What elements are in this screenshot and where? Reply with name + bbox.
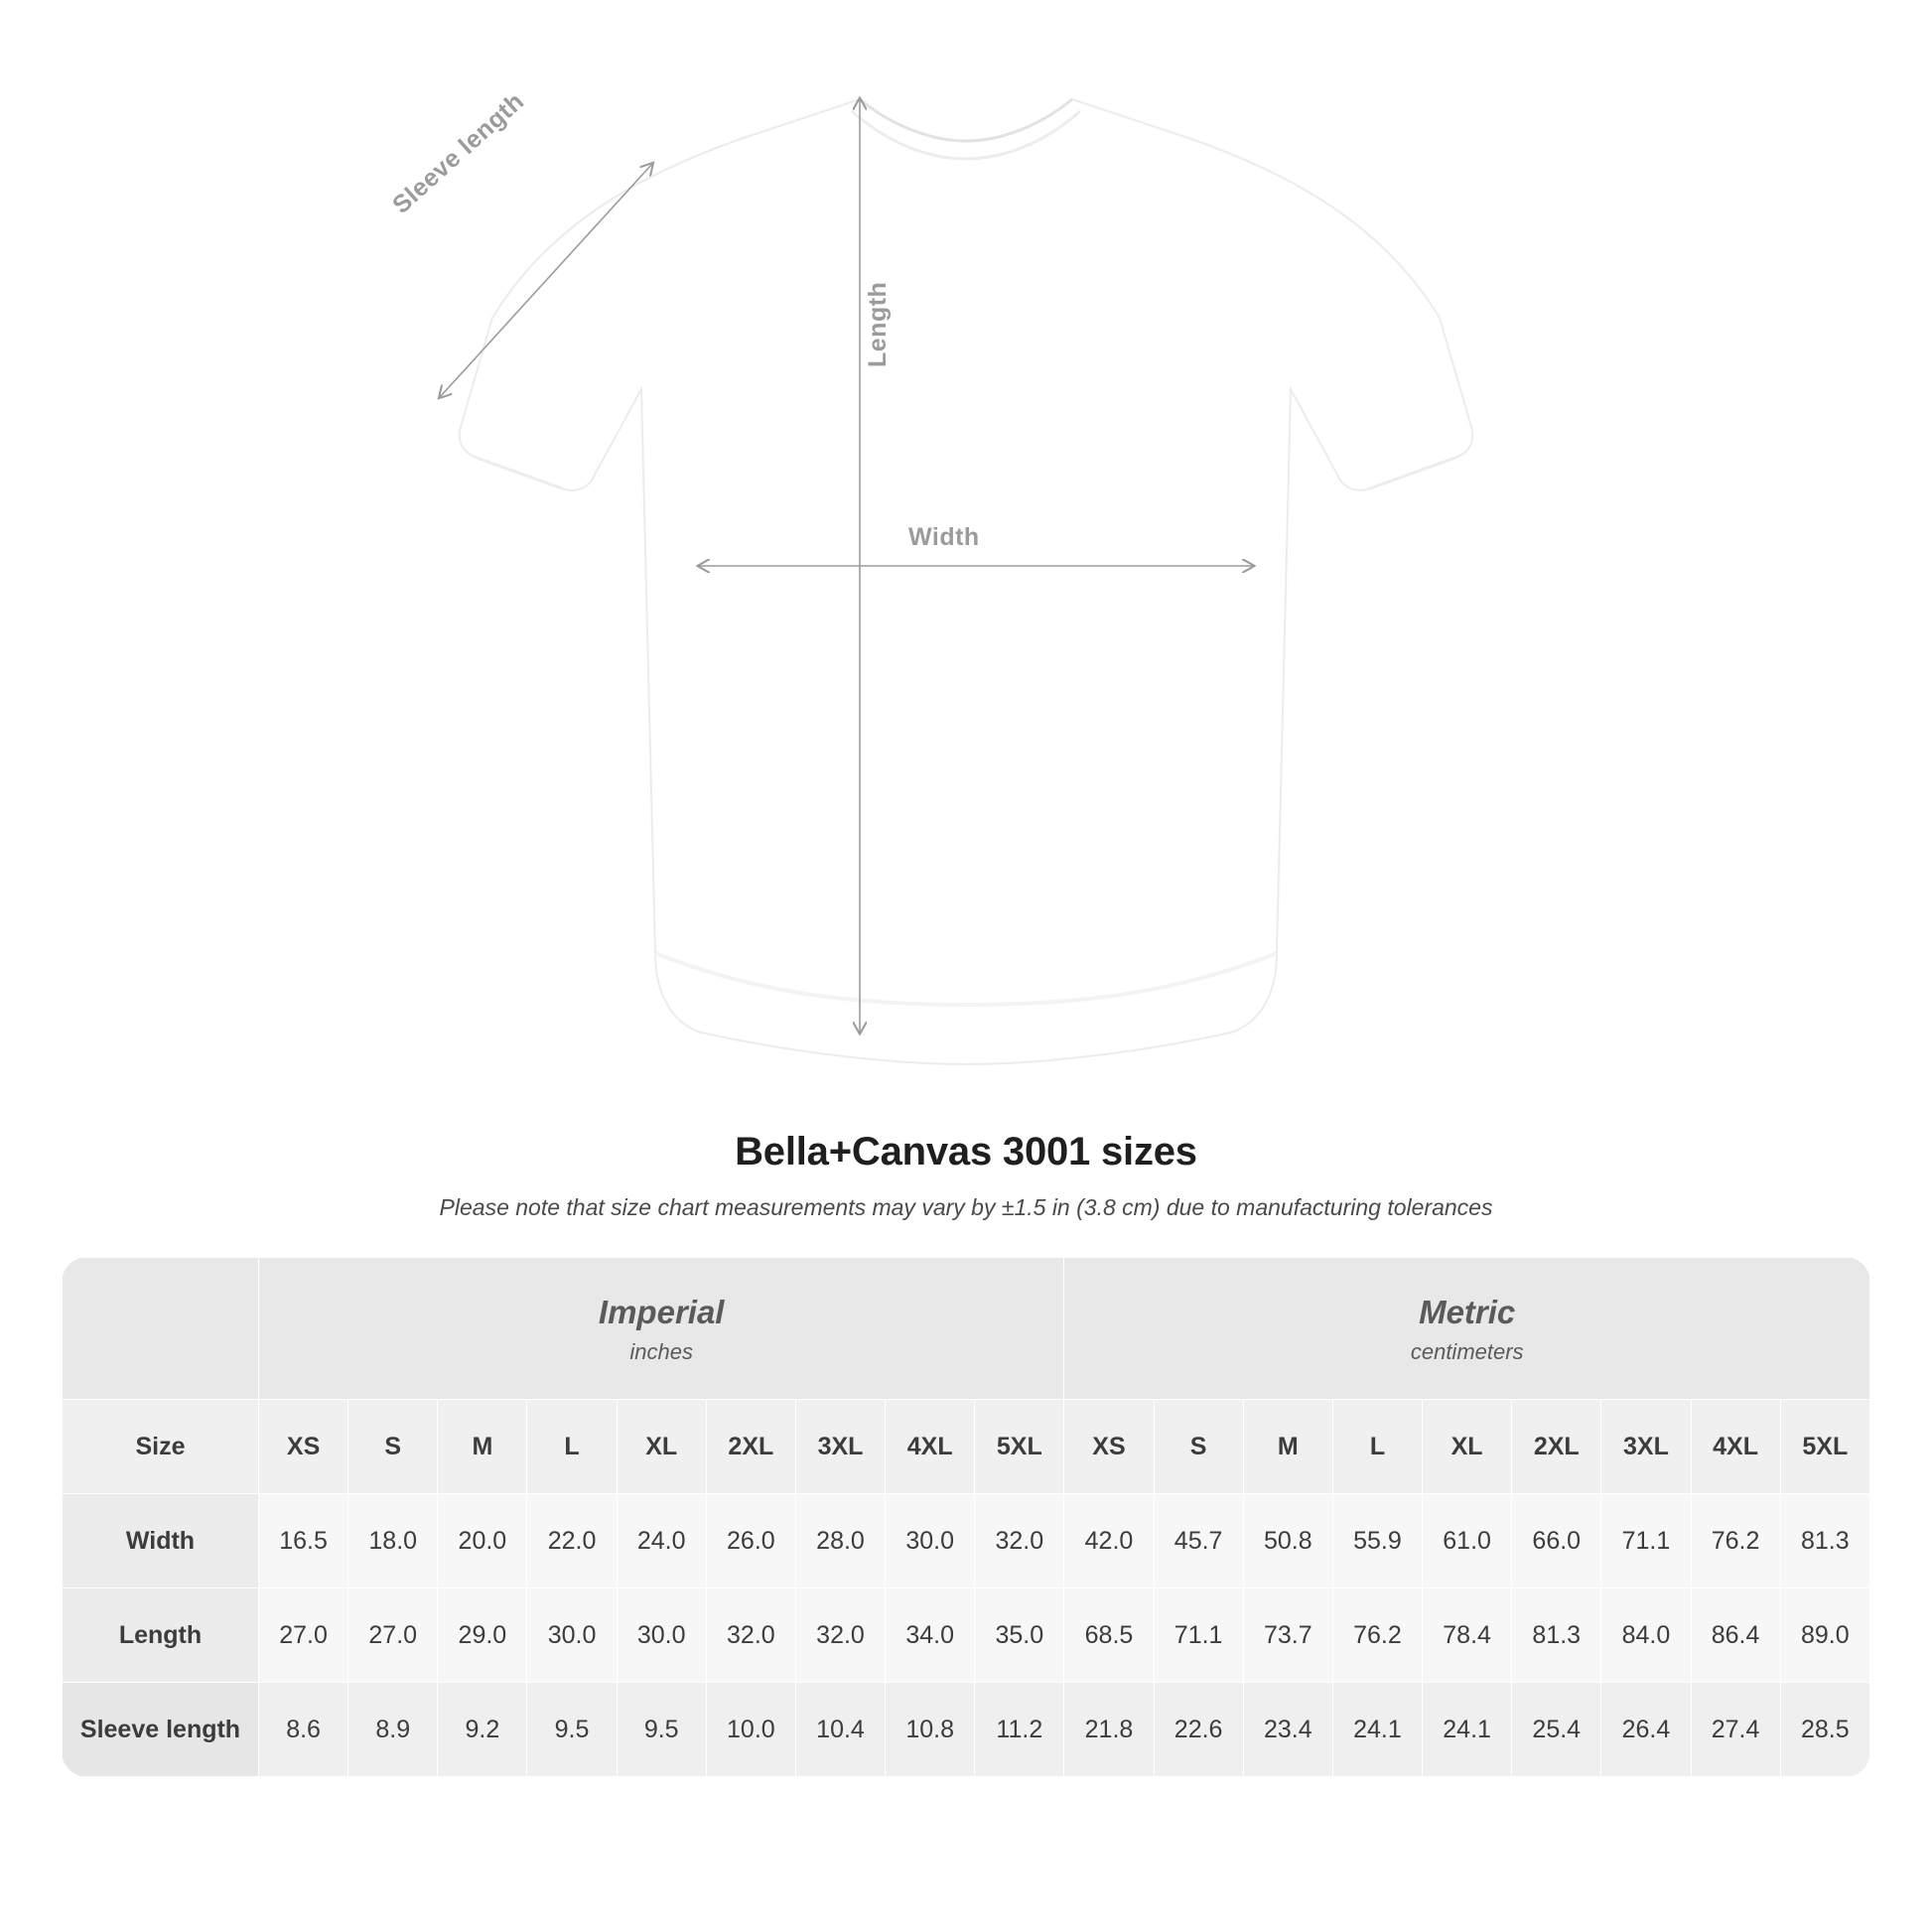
size-header-cell: 3XL [795, 1400, 885, 1494]
size-header-cell: XL [617, 1400, 706, 1494]
row-label-sleeve-length: Sleeve length [63, 1683, 259, 1777]
cell-sleeve-length: 22.6 [1154, 1683, 1243, 1777]
unit-group-imperial-sub: inches [629, 1338, 693, 1364]
cell-length: 32.0 [795, 1588, 885, 1683]
cell-sleeve-length: 9.5 [617, 1683, 706, 1777]
size-header-cell: XL [1423, 1400, 1512, 1494]
cell-length: 30.0 [617, 1588, 706, 1683]
cell-width: 26.0 [706, 1494, 795, 1588]
cell-sleeve-length: 8.9 [348, 1683, 438, 1777]
width-label: Width [908, 523, 980, 551]
cell-width: 45.7 [1154, 1494, 1243, 1588]
cell-width: 20.0 [438, 1494, 527, 1588]
cell-length: 68.5 [1064, 1588, 1154, 1683]
unit-group-metric-name: Metric [1419, 1294, 1516, 1331]
cell-length: 34.0 [886, 1588, 975, 1683]
chart-heading-block [0, 1130, 1932, 1221]
size-header-cell: S [1154, 1400, 1243, 1494]
table-row [63, 1588, 1870, 1683]
size-header-cell: 3XL [1601, 1400, 1691, 1494]
size-header-label: Size [63, 1400, 259, 1494]
size-chart-table-wrapper [62, 1257, 1870, 1777]
cell-length: 30.0 [527, 1588, 617, 1683]
cell-sleeve-length: 27.4 [1691, 1683, 1780, 1777]
cell-sleeve-length: 10.4 [795, 1683, 885, 1777]
cell-sleeve-length: 24.1 [1423, 1683, 1512, 1777]
tshirt-shape [460, 99, 1472, 1064]
cell-width: 81.3 [1780, 1494, 1869, 1588]
table-row [63, 1683, 1870, 1777]
cell-sleeve-length: 21.8 [1064, 1683, 1154, 1777]
size-header-cell: 4XL [1691, 1400, 1780, 1494]
size-header-cell: XS [259, 1400, 348, 1494]
cell-length: 78.4 [1423, 1588, 1512, 1683]
cell-sleeve-length: 9.5 [527, 1683, 617, 1777]
cell-length: 73.7 [1243, 1588, 1332, 1683]
cell-length: 32.0 [706, 1588, 795, 1683]
cell-width: 71.1 [1601, 1494, 1691, 1588]
cell-width: 30.0 [886, 1494, 975, 1588]
cell-length: 35.0 [975, 1588, 1064, 1683]
length-label: Length [864, 281, 892, 367]
size-header-cell: S [348, 1400, 438, 1494]
cell-width: 42.0 [1064, 1494, 1154, 1588]
row-label-width: Width [63, 1494, 259, 1588]
size-header-cell: 4XL [886, 1400, 975, 1494]
size-header-cell: 5XL [975, 1400, 1064, 1494]
cell-width: 61.0 [1423, 1494, 1512, 1588]
cell-length: 84.0 [1601, 1588, 1691, 1683]
cell-sleeve-length: 26.4 [1601, 1683, 1691, 1777]
unit-group-metric-sub: centimeters [1410, 1338, 1524, 1364]
cell-sleeve-length: 25.4 [1512, 1683, 1601, 1777]
tolerance-note: Please note that size chart measurements may vary by ±1.5 in (3.8 cm) due to manufacturing tolerances [439, 1194, 1493, 1220]
size-header-row [63, 1400, 1870, 1494]
unit-group-row [63, 1258, 1870, 1400]
cell-length: 71.1 [1154, 1588, 1243, 1683]
cell-sleeve-length: 10.0 [706, 1683, 795, 1777]
size-header-cell: XS [1064, 1400, 1154, 1494]
cell-length: 29.0 [438, 1588, 527, 1683]
size-header-cell: 2XL [706, 1400, 795, 1494]
cell-width: 50.8 [1243, 1494, 1332, 1588]
cell-width: 76.2 [1691, 1494, 1780, 1588]
cell-sleeve-length: 8.6 [259, 1683, 348, 1777]
cell-length: 86.4 [1691, 1588, 1780, 1683]
unit-corner-cell [63, 1258, 259, 1400]
cell-length: 27.0 [348, 1588, 438, 1683]
size-header-cell: M [438, 1400, 527, 1494]
table-row [63, 1494, 1870, 1588]
cell-width: 32.0 [975, 1494, 1064, 1588]
cell-length: 76.2 [1332, 1588, 1422, 1683]
size-header-cell: L [527, 1400, 617, 1494]
size-chart-table [62, 1257, 1870, 1777]
unit-group-imperial [259, 1258, 1064, 1400]
page-title: Bella+Canvas 3001 sizes [735, 1130, 1197, 1173]
size-header-cell: 2XL [1512, 1400, 1601, 1494]
cell-width: 16.5 [259, 1494, 348, 1588]
cell-sleeve-length: 23.4 [1243, 1683, 1332, 1777]
cell-sleeve-length: 11.2 [975, 1683, 1064, 1777]
unit-group-metric [1064, 1258, 1870, 1400]
cell-width: 18.0 [348, 1494, 438, 1588]
cell-width: 55.9 [1332, 1494, 1422, 1588]
size-header-cell: L [1332, 1400, 1422, 1494]
cell-sleeve-length: 10.8 [886, 1683, 975, 1777]
row-label-length: Length [63, 1588, 259, 1683]
cell-sleeve-length: 9.2 [438, 1683, 527, 1777]
cell-width: 24.0 [617, 1494, 706, 1588]
sleeve-length-label: Sleeve length [387, 86, 530, 219]
cell-length: 81.3 [1512, 1588, 1601, 1683]
size-header-cell: M [1243, 1400, 1332, 1494]
cell-sleeve-length: 24.1 [1332, 1683, 1422, 1777]
cell-sleeve-length: 28.5 [1780, 1683, 1869, 1777]
unit-group-imperial-name: Imperial [598, 1294, 725, 1331]
size-header-cell: 5XL [1780, 1400, 1869, 1494]
cell-length: 27.0 [259, 1588, 348, 1683]
cell-length: 89.0 [1780, 1588, 1869, 1683]
cell-width: 28.0 [795, 1494, 885, 1588]
cell-width: 66.0 [1512, 1494, 1601, 1588]
cell-width: 22.0 [527, 1494, 617, 1588]
